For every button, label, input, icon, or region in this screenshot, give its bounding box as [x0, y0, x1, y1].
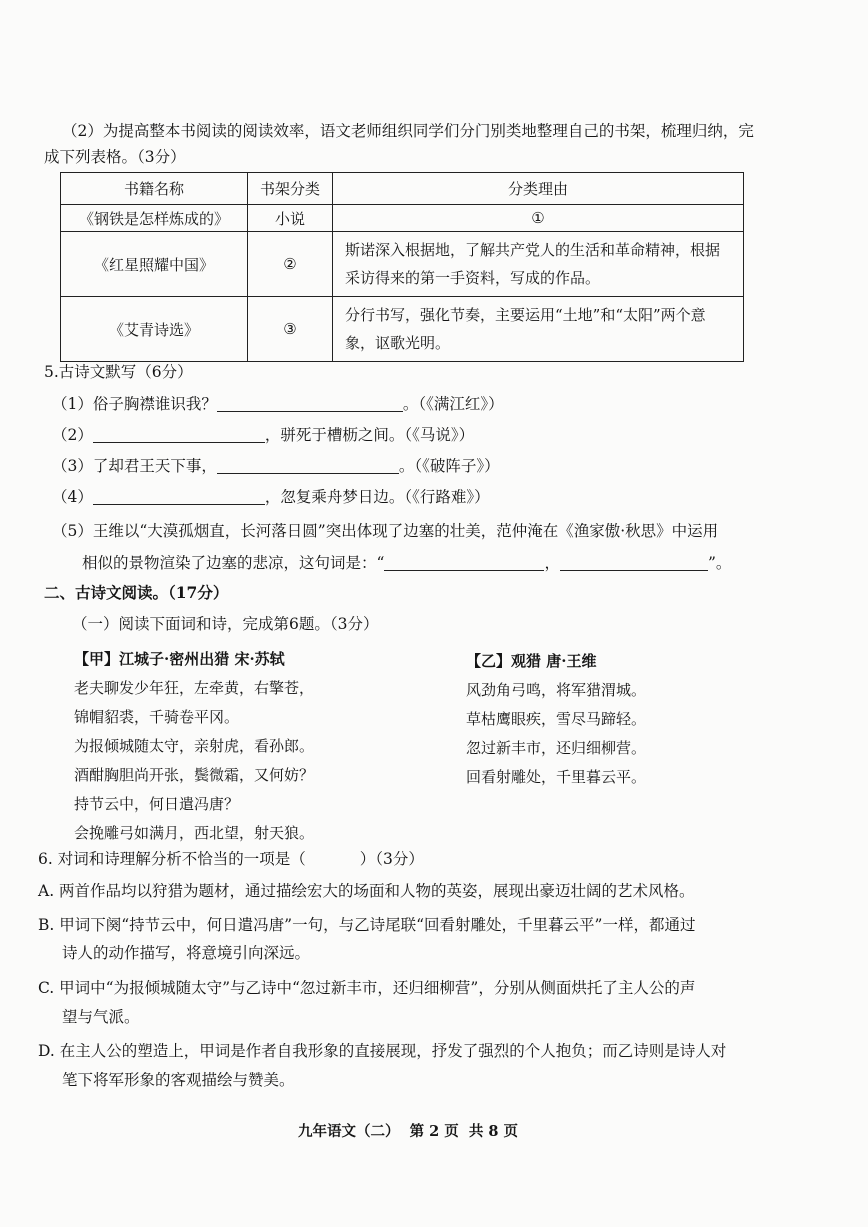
table-row — [61, 205, 744, 232]
table-row — [61, 297, 744, 362]
poem-line: 酒酣胸胆尚开张，鬓微霜，又何妨？ — [74, 766, 315, 784]
item-text: 相似的景物渲染了边塞的悲凉，这句词是：“ — [82, 554, 385, 572]
answer-blank[interactable] — [384, 554, 544, 571]
table-row — [61, 232, 744, 297]
poem-line: 持节云中，何日遣冯唐？ — [74, 795, 240, 813]
section-2-title: 二、古诗文阅读。（17分） — [44, 583, 229, 602]
answer-blank[interactable] — [93, 488, 265, 505]
poem-line: 风劲角弓鸣，将军猎渭城。 — [466, 681, 647, 699]
item-text: （3）了却君王天下事， — [52, 457, 217, 475]
poem-line: 草枯鹰眼疾，雪尽马蹄轻。 — [466, 710, 647, 728]
answer-blank[interactable] — [93, 426, 265, 443]
item-text: 6. 对词和诗理解分析不恰当的一项是（ — [38, 850, 306, 868]
reason-cell: 分行书写，强化节奏，主要运用“土地”和“太阳”两个意象，讴歌光明。 — [333, 297, 744, 362]
poem-b — [466, 647, 646, 792]
item-text: （2） — [52, 426, 93, 444]
question-4-2-line1: （2）为提高整本书阅读的阅读效率，语文老师组织同学们分门别类地整理自己的书架，梳理归纳，完 — [62, 122, 754, 140]
option-a: A. 两首作品均以狩猎为题材，通过描绘宏大的场面和人物的英姿，展现出豪迈壮阔的艺术风格。 — [38, 882, 695, 900]
book-name-cell: 《钢铁是怎样炼成的》 — [61, 205, 248, 232]
answer-blank[interactable] — [217, 395, 403, 412]
question-5-item-5-line2 — [82, 553, 731, 573]
table-header-row — [61, 173, 744, 205]
answer-blank[interactable] — [560, 554, 708, 571]
reason-cell: 斯诺深入根据地，了解共产党人的生活和革命精神，根据采访得来的第一手资料，写成的作品。 — [333, 232, 744, 297]
header-category: 书架分类 — [248, 173, 333, 205]
poem-line: 回看射雕处，千里暮云平。 — [466, 768, 647, 786]
poem-line: 会挽雕弓如满月，西北望，射天狼。 — [74, 824, 315, 842]
item-text: ”。 — [707, 554, 732, 572]
page-footer: 九年语文（二） 第 2 页 共 8 页 — [298, 1123, 519, 1140]
poem-line: 老夫聊发少年狂，左牵黄，右擎苍， — [74, 679, 315, 697]
poem-a — [74, 645, 314, 848]
poem-a-title: 【甲】江城子·密州出猎 宋·苏轼 — [74, 650, 285, 668]
answer-blank[interactable] — [217, 457, 399, 474]
poem-line: 忽过新丰市，还归细柳营。 — [466, 739, 647, 757]
item-text: ，忽复乘舟梦日边。（《行路难》） — [264, 488, 490, 506]
question-5-item-2 — [52, 425, 474, 445]
item-text: 。（《满江红》） — [402, 395, 504, 413]
book-name-cell: 《红星照耀中国》 — [61, 232, 248, 297]
question-5-title: 5.古诗文默写（6分） — [44, 363, 193, 381]
section-2-subtitle: （一）阅读下面词和诗，完成第6题。（3分） — [72, 615, 379, 633]
option-d-line2: 笔下将军形象的客观描绘与赞美。 — [62, 1071, 295, 1089]
bookshelf-table — [60, 172, 744, 362]
poem-b-title: 【乙】观猎 唐·王维 — [466, 652, 597, 670]
item-text: （4） — [52, 488, 93, 506]
question-5-item-5-line1: （5）王维以“大漠孤烟直，长河落日圆”突出体现了边塞的壮美，范仲淹在《渔家傲·秋思》中运用 — [52, 522, 719, 540]
question-6-stem — [38, 849, 424, 869]
option-d-line1: D. 在主人公的塑造上，甲词是作者自我形象的直接展现，抒发了强烈的个人抱负；而乙诗则是诗人对 — [38, 1042, 727, 1060]
poem-line: 为报倾城随太守，亲射虎，看孙郎。 — [74, 737, 315, 755]
poem-line: 锦帽貂裘，千骑卷平冈。 — [74, 708, 240, 726]
category-cell: 小说 — [248, 205, 333, 232]
question-5-item-4 — [52, 487, 490, 507]
reason-cell: ① — [333, 205, 744, 232]
option-c-line2: 望与气派。 — [62, 1008, 140, 1026]
option-b-line2: 诗人的动作描写，将意境引向深远。 — [62, 944, 311, 962]
item-text: 。（《破阵子》） — [398, 457, 500, 475]
category-cell: ③ — [248, 297, 333, 362]
item-text: ）（3分） — [359, 850, 424, 868]
item-text: （1）俗子胸襟谁识我？ — [52, 395, 217, 413]
item-text: ，骈死于槽枥之间。（《马说》） — [264, 426, 475, 444]
question-4-2-line2: 成下列表格。（3分） — [44, 148, 186, 166]
option-b-line1: B. 甲词下阕“持节云中，何日遣冯唐”一句，与乙诗尾联“回看射雕处，千里暮云平”一样，都通过 — [38, 916, 696, 934]
category-cell: ② — [248, 232, 333, 297]
question-5-item-3 — [52, 456, 500, 476]
header-reason: 分类理由 — [333, 173, 744, 205]
item-text: ， — [544, 554, 560, 572]
option-c-line1: C. 甲词中“为报倾城随太守”与乙诗中“忽过新丰市，还归细柳营”，分别从侧面烘托了主人公的声 — [38, 979, 696, 997]
question-5-item-1 — [52, 394, 504, 414]
book-name-cell: 《艾青诗选》 — [61, 297, 248, 362]
header-book-name: 书籍名称 — [61, 173, 248, 205]
